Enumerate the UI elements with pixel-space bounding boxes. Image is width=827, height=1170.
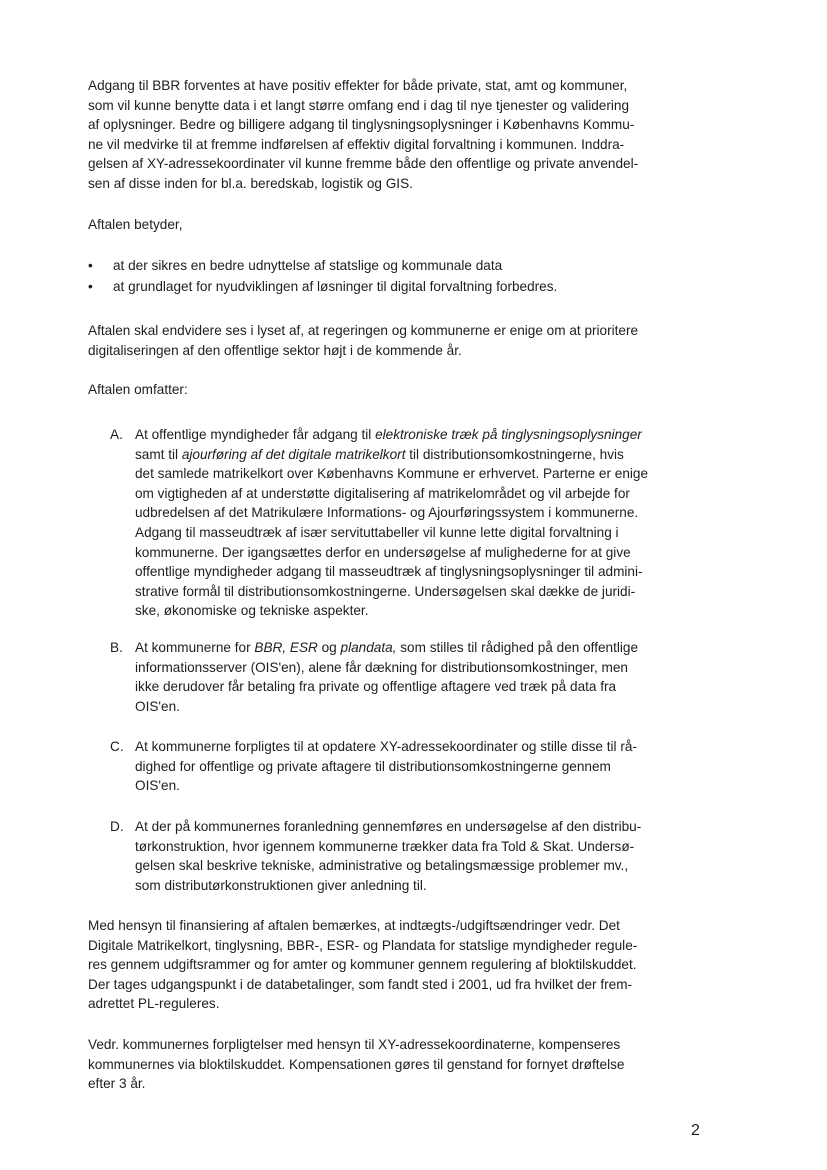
item-letter: C.: [110, 739, 124, 754]
text-line: At kommunerne forpligtes til at opdatere XY-adressekoordinater og stille disse til rå-: [135, 739, 637, 754]
text-line: offentlige myndigheder adgang til masseudtræk af tinglysningsoplysninger til admini-: [135, 564, 643, 580]
text-line: tørkonstruktion, hvor igennem kommunerne trækker data fra Told & Skat. Undersø-: [135, 838, 635, 854]
text-line: som vil kunne benytte data i et langt større omfang end i dag til nye tjenester og validering: [88, 97, 630, 113]
intro-paragraph: [88, 76, 708, 194]
text-line: Adgang til masseudtræk af især servituttabeller vil kunne lette digital forvaltning i: [135, 524, 619, 540]
text-line: kommunerne. Der igangsættes derfor en undersøgelse af mulighederne for at give: [135, 544, 631, 560]
kompensation-paragraph: [88, 1035, 708, 1094]
item-letter: B.: [110, 640, 123, 655]
list-item: [88, 277, 708, 298]
item-letter: A.: [110, 427, 123, 442]
text-line: informationsserver (OIS'en), alene får dækning for distributionsomkostninger, men: [135, 659, 628, 675]
item-body: [135, 425, 648, 621]
text-line: Vedr. kommunernes forpligtelser med hensyn til XY-adressekoordinaterne, kompenseres: [88, 1037, 621, 1052]
text-line: udbredelsen af det Matrikulære Informations- og Ajourføringssystem i kommunerne.: [135, 505, 639, 521]
page-number: 2: [691, 1122, 700, 1139]
text-line: gelsen skal beskrive tekniske, administrative og betalingsmæssige problemer mv.,: [135, 858, 629, 874]
emphasis-text: plandata,: [340, 640, 397, 655]
text-line: OIS'en.: [135, 778, 180, 794]
emphasis-text: ajourføring af det digitale matrikelkort: [181, 446, 406, 462]
text-line: det samlede matrikelkort over Københavns Kommune er erhvervet. Parterne er enige: [135, 466, 649, 482]
item-body: [135, 817, 641, 895]
list-item: [88, 256, 708, 277]
omfatter-heading: Aftalen omfatter:: [88, 382, 188, 397]
bullet-list: [88, 256, 708, 298]
item-body: [135, 638, 638, 716]
text-line: adrettet PL-reguleres.: [88, 996, 220, 1012]
text-line: digitaliseringen af den offentlige sektor højt i de kommende år.: [88, 342, 462, 358]
text-line: dighed for offentlige og private aftagere til distributionsomkostningerne gennem: [135, 758, 611, 774]
bullet-icon: •: [88, 279, 93, 294]
text-line: At offentlige myndigheder får adgang til elektroniske træk på tinglysningsoplysninger: [135, 427, 642, 442]
text-line: gelsen af XY-adressekoordinater vil kunne fremme både den offentlige og private anvendel-: [88, 156, 639, 172]
text-line: som distributørkonstruktionen giver anledning til.: [135, 877, 427, 893]
text-line: ne vil medvirke til at fremme indførelsen af effektiv digital forvaltning i kommunen. Inddra-: [88, 136, 625, 152]
text-line: At kommunerne for BBR, ESR og plandata, som stilles til rådighed på den offentlige: [135, 640, 639, 655]
text-line: efter 3 år.: [88, 1076, 146, 1092]
betyder-heading: Aftalen betyder,: [88, 217, 183, 232]
text-line: OIS'en.: [135, 698, 180, 714]
text-line: om vigtigheden af at understøtte digitalisering af matrikelområdet og vil arbejde for: [135, 485, 630, 501]
endvidere-paragraph: [88, 321, 708, 360]
bullet-text: at grundlaget for nyudviklingen af løsninger til digital forvaltning forbedres.: [113, 279, 558, 294]
text-line: samt til ajourføring af det digitale matrikelkort til distributionsomkostningerne, hvis: [135, 446, 624, 462]
text-line: strative formål til distributionsomkostningerne. Undersøgelsen skal dække de juridi-: [135, 583, 636, 599]
text-line: Adgang til BBR forventes at have positiv effekter for både private, stat, amt og kommuner,: [88, 78, 628, 93]
item-body: [135, 737, 637, 796]
emphasis-text: elektroniske træk på tinglysningsoplysninger: [375, 427, 642, 442]
text-line: sen af disse inden for bl.a. beredskab, logistik og GIS.: [88, 175, 413, 191]
text-line: ske, økonomiske og tekniske aspekter.: [135, 603, 369, 619]
text-line: Digitale Matrikelkort, tinglysning, BBR-, ESR- og Plandata for statslige myndigheder regule-: [88, 937, 638, 953]
finansiering-paragraph: [88, 916, 708, 1014]
emphasis-text: BBR, ESR: [254, 640, 318, 655]
text-line: af oplysninger. Bedre og billigere adgang til tinglysningsoplysninger i Københavns Kommu-: [88, 117, 635, 133]
text-line: kommunernes via bloktilskuddet. Kompensationen gøres til genstand for fornyet drøftelse: [88, 1056, 625, 1072]
text-line: Der tages udgangspunkt i de databetalinger, som fandt sted i 2001, ud fra hvilket der frem-: [88, 976, 633, 992]
item-letter: D.: [110, 819, 124, 834]
text-line: Med hensyn til finansiering af aftalen bemærkes, at indtægts-/udgiftsændringer vedr. Det: [88, 918, 620, 933]
text-line: Aftalen skal endvidere ses i lyset af, at regeringen og kommunerne er enige om at prioritere: [88, 323, 639, 338]
bullet-icon: •: [88, 258, 93, 273]
text-line: res gennem udgiftsrammer og for amter og kommuner gennem regulering af bloktilskuddet.: [88, 957, 637, 973]
text-line: At der på kommunernes foranledning gennemføres en undersøgelse af den distribu-: [135, 819, 642, 834]
bullet-text: at der sikres en bedre udnyttelse af statslige og kommunale data: [113, 258, 503, 273]
text-line: ikke derudover får betaling fra private og offentlige aftagere ved træk på data fra: [135, 679, 617, 695]
